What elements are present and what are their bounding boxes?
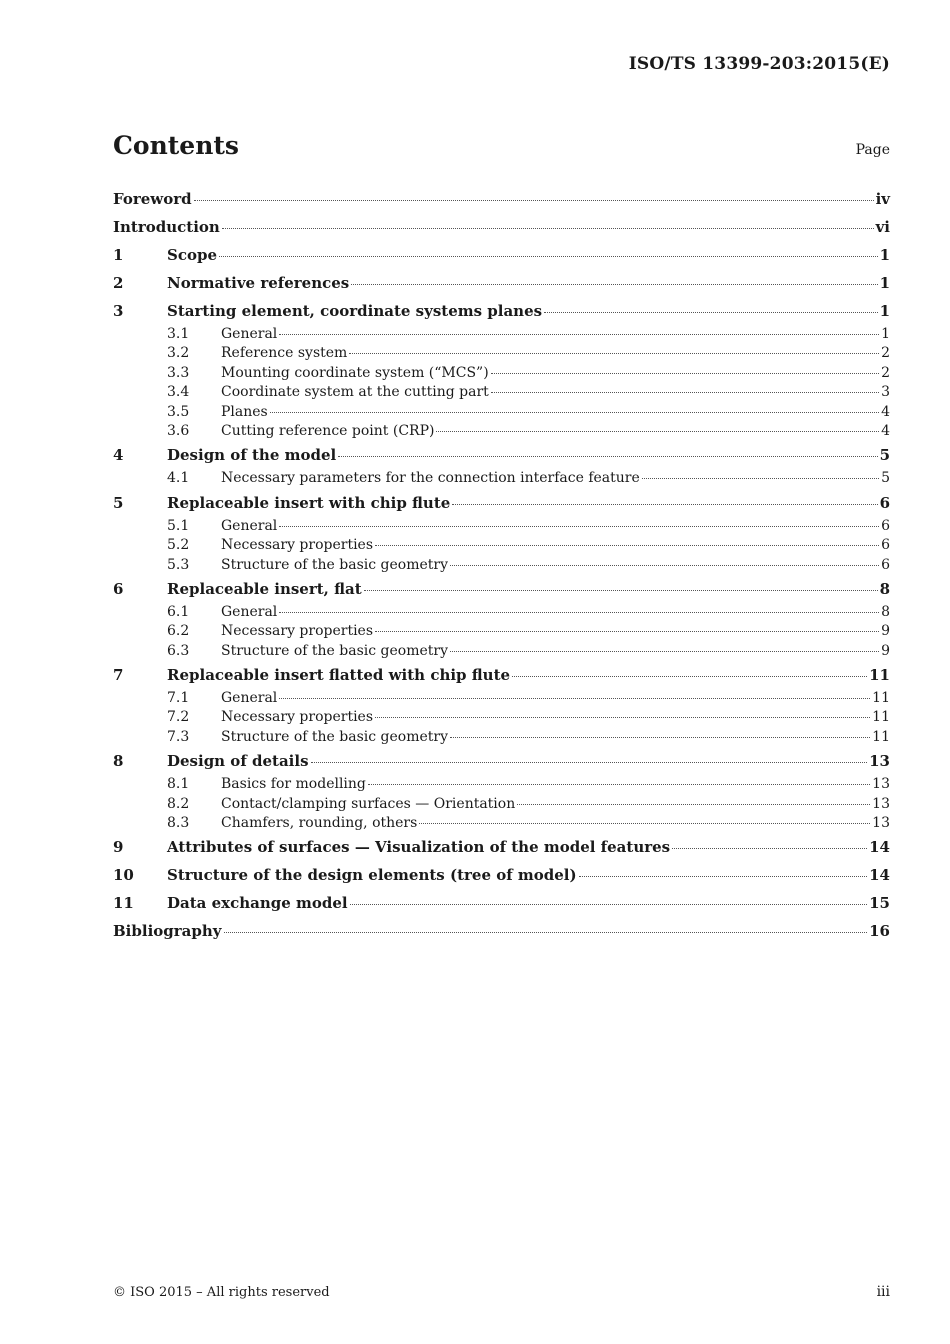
toc-entry-page: vi [875,218,890,236]
toc-dot-leader [222,228,874,229]
toc-entry-page: 6 [881,517,890,534]
toc-entry-title: Contact/clamping surfaces — Orientation [221,795,516,812]
toc-entry-number: 8.3 [167,815,190,832]
toc-entry[interactable] [113,747,890,775]
toc-entry[interactable] [113,833,890,861]
toc-entry-number: 6 [113,579,124,598]
toc-entry[interactable] [113,795,890,814]
toc-entry[interactable] [113,469,890,488]
toc-entry-title: Planes [221,403,268,420]
toc-dot-leader [491,392,879,393]
toc-dot-leader [349,353,879,354]
page-column-label: Page [855,142,890,158]
toc-dot-leader [270,412,879,413]
toc-entry-page: 14 [869,866,890,885]
toc-entry-number: 4.1 [167,470,190,487]
toc-entry-number: 7.1 [167,690,190,707]
toc-entry-page: 1 [879,246,890,264]
toc-entry[interactable] [113,661,890,689]
toc-entry-title: Data exchange model [167,894,348,913]
toc-entry-title: Foreword [113,190,192,208]
toc-entry-number: 5.2 [167,537,190,554]
toc-dot-leader [419,823,870,824]
toc-dot-leader [194,200,874,201]
toc-entry-page: 3 [881,384,890,401]
toc-entry-title: Replaceable insert flatted with chip flute [167,666,511,685]
toc-entry-title: Replaceable insert, flat [167,579,362,598]
toc-entry-title: Introduction [113,218,220,236]
toc-entry-title: General [221,603,278,620]
toc-entry[interactable] [113,269,890,297]
toc-entry-number: 3 [113,302,124,320]
toc-entry[interactable] [113,861,890,889]
toc-dot-leader [491,373,879,374]
toc-entry[interactable] [113,622,890,641]
toc-entry-title: Basics for modelling [221,776,366,793]
toc-entry-page: 1 [881,326,890,342]
toc-entry[interactable] [113,775,890,794]
toc-entry-title: General [221,690,278,707]
toc-dot-leader [350,904,868,905]
toc-dot-leader [544,312,877,313]
toc-dot-leader [364,590,878,591]
toc-entry-title: Design of details [167,752,309,771]
toc-entry-title: Structure of the design elements (tree of model) [167,866,577,885]
toc-entry-title: Replaceable insert with chip flute [167,493,451,512]
toc-entry-number: 3.5 [167,403,190,420]
toc-entry-number: 2 [113,274,124,292]
toc-entry-number: 6.2 [167,623,190,640]
toc-entry-number: 11 [113,894,134,913]
toc-entry[interactable] [113,689,890,708]
toc-entry-number: 3.2 [167,345,190,362]
toc-entry-title: Scope [167,246,218,264]
toc-entry-page: 13 [872,795,890,812]
toc-entry-title: Mounting coordinate system (“MCS”) [221,364,489,381]
toc-entry[interactable] [113,441,890,469]
toc-entry[interactable] [113,728,890,747]
toc-entry[interactable] [113,642,890,661]
toc-entry[interactable] [113,297,890,325]
toc-entry-page: 2 [881,345,890,362]
toc-entry[interactable] [113,403,890,422]
toc-entry-page: 6 [881,537,890,554]
toc-entry[interactable] [113,383,890,402]
toc-dot-leader [219,256,878,257]
toc-entry-title: Structure of the basic geometry [221,642,449,659]
toc-entry-page: 5 [879,446,890,465]
toc-dot-leader [375,545,879,546]
toc-entry-number: 8.2 [167,795,190,812]
toc-entry-title: Structure of the basic geometry [221,556,449,573]
footer-copyright: © ISO 2015 – All rights reserved [113,1285,330,1300]
toc-entry-page: 6 [879,493,890,512]
toc-entry-title: Necessary properties [221,709,374,726]
toc-entry-title: Design of the model [167,446,337,465]
toc-entry-title: Structure of the basic geometry [221,728,449,745]
toc-entry-page: 15 [869,894,890,913]
toc-entry[interactable] [113,536,890,555]
toc-entry[interactable] [113,917,890,945]
toc-dot-leader [450,565,879,566]
footer-page-number: iii [876,1284,890,1300]
toc-entry[interactable] [113,241,890,269]
toc-entry-number: 5.1 [167,517,190,534]
toc-entry-number: 9 [113,838,124,857]
toc-entry[interactable] [113,517,890,536]
toc-entry-number: 6.1 [167,603,190,620]
toc-entry-page: 1 [879,302,890,320]
toc-entry-page: 1 [879,274,890,292]
toc-entry-number: 5.3 [167,556,190,573]
toc-dot-leader [642,478,879,479]
toc-entry-number: 6.3 [167,642,190,659]
toc-entry-title: Coordinate system at the cutting part [221,384,489,401]
toc-entry-number: 3.6 [167,422,190,439]
toc-entry-number: 8.1 [167,776,190,793]
toc-dot-leader [279,334,879,335]
toc-entry-number: 3.4 [167,384,190,401]
toc-dot-leader [450,737,870,738]
toc-entry-page: 14 [869,838,890,857]
toc-entry-title: Starting element, coordinate systems planes [167,302,543,320]
toc-entry[interactable] [113,556,890,575]
toc-entry[interactable] [113,325,890,344]
toc-entry-title: General [221,326,278,342]
toc-entry[interactable] [113,344,890,363]
toc-entry[interactable] [113,708,890,727]
toc-entry[interactable] [113,814,890,833]
toc-entry-number: 7.3 [167,728,190,745]
toc-dot-leader [311,762,868,763]
toc-entry-number: 3.3 [167,364,190,381]
toc-entry-number: 7.2 [167,709,190,726]
toc-entry-title: Necessary parameters for the connection interface feature [221,470,640,487]
toc-entry-number: 3.1 [167,326,190,342]
toc-dot-leader [579,876,868,877]
toc-entry[interactable] [113,575,890,603]
toc-entry-page: 5 [881,470,890,487]
toc-entry[interactable] [113,489,890,517]
toc-entry-title: Reference system [221,345,348,362]
toc-entry-page: iv [875,190,890,208]
toc-entry-page: 6 [881,556,890,573]
toc-entry-page: 9 [881,642,890,659]
document-id: ISO/TS 13399-203:2015(E) [628,54,890,74]
toc-entry[interactable] [113,889,890,917]
toc-entry-page: 4 [881,422,890,439]
toc-entry-number: 7 [113,666,124,685]
toc-entry-number: 10 [113,866,134,885]
toc-dot-leader [279,698,870,699]
toc-entry-page: 16 [869,922,890,941]
toc-entry-page: 8 [879,579,890,598]
toc-entry-number: 4 [113,446,124,465]
toc-entry-title: General [221,517,278,534]
toc-dot-leader [452,504,877,505]
toc-dot-leader [512,676,867,677]
toc-entry-page: 11 [872,728,890,745]
toc-entry-page: 11 [872,690,890,707]
toc-entry-title: Chamfers, rounding, others [221,815,418,832]
toc-entry-page: 13 [869,752,890,771]
toc-dot-leader [450,651,879,652]
toc-entry-page: 11 [872,709,890,726]
toc-dot-leader [351,284,877,285]
toc-entry-title: Necessary properties [221,537,374,554]
toc-entry-number: 1 [113,246,124,264]
toc-entry-page: 9 [881,623,890,640]
toc-dot-leader [368,784,870,785]
toc-entry[interactable] [113,603,890,622]
toc-entry-page: 4 [881,403,890,420]
toc-dot-leader [672,848,867,849]
contents-title: Contents [113,131,240,160]
table-of-contents [113,185,890,945]
toc-entry-title: Cutting reference point (CRP) [221,422,435,439]
toc-entry[interactable] [113,213,890,241]
toc-entry-number: 8 [113,752,124,771]
toc-dot-leader [375,631,879,632]
toc-dot-leader [436,431,879,432]
toc-dot-leader [279,526,879,527]
toc-dot-leader [517,804,870,805]
toc-entry[interactable] [113,422,890,441]
toc-entry[interactable] [113,364,890,383]
toc-entry-title: Necessary properties [221,623,374,640]
toc-entry-title: Attributes of surfaces — Visualization of the model features [167,838,671,857]
toc-entry-page: 11 [869,666,890,685]
toc-entry-title: Normative references [167,274,350,292]
toc-dot-leader [338,456,877,457]
toc-entry-page: 8 [881,603,890,620]
toc-entry-title: Bibliography [113,922,222,941]
toc-entry-number: 5 [113,493,124,512]
toc-entry-page: 2 [881,364,890,381]
toc-dot-leader [224,932,868,933]
toc-dot-leader [279,612,879,613]
toc-entry-page: 13 [872,776,890,793]
toc-entry-page: 13 [872,815,890,832]
toc-dot-leader [375,717,870,718]
toc-entry[interactable] [113,185,890,213]
